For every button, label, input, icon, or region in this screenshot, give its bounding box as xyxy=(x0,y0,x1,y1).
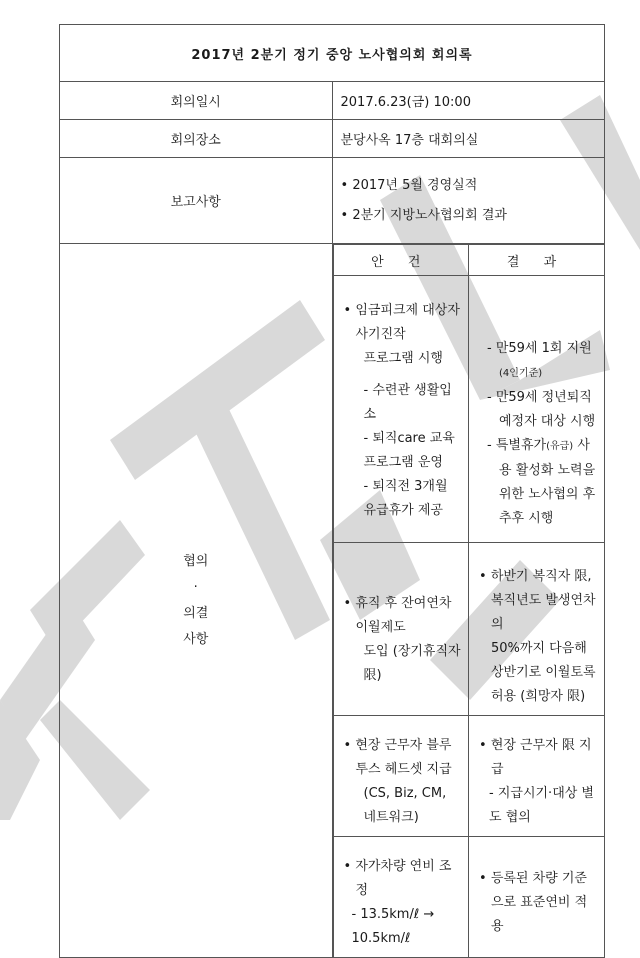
result-text: 사용 활성화 노력을 xyxy=(499,438,596,478)
report-items xyxy=(332,158,605,244)
agenda-sub-item: - 퇴직전 3개월 유급휴가 제공 xyxy=(363,479,448,518)
agenda-line: 도입 (장기휴직자 限) xyxy=(363,644,461,683)
result-note: (유급) xyxy=(546,441,574,452)
agenda-line: - 13.5km/ℓ → 10.5km/ℓ xyxy=(351,907,435,946)
agenda-cell xyxy=(333,837,469,958)
result-line: - 지급시기·대상 별도 협의 xyxy=(489,786,594,825)
report-item: • 2분기 지방노사협의회 결과 xyxy=(341,201,605,231)
date-value: 2017.6.23(금) 10:00 xyxy=(332,82,605,120)
agenda-sub-item: - 퇴직care 교육 프로그램 운영 xyxy=(363,431,455,470)
result-text: - 특별휴가 xyxy=(487,438,547,453)
agenda-sub-item: - 수련관 생활입소 xyxy=(363,383,452,422)
spacer xyxy=(340,371,463,379)
result-line: • 하반기 복직자 限, 복직년도 발생연차의 xyxy=(475,565,598,637)
result-line: 50%까지 다음해 상반기로 이월토록 xyxy=(491,641,596,680)
agenda-line: • 휴직 후 잔여연차 이월제도 xyxy=(340,592,463,640)
table-row xyxy=(333,837,604,958)
result-line: • 현장 근무자 限 지급 xyxy=(475,734,598,782)
document-title: 2017년 2분기 정기 중앙 노사협의회 회의록 xyxy=(60,25,605,82)
agenda-cell xyxy=(333,543,469,716)
result-line: - 만59세 정년퇴직예정자 대상 시행 xyxy=(487,390,596,429)
agenda-label-line: · xyxy=(193,579,198,595)
agenda-cell xyxy=(333,276,469,543)
agenda-line: • 임금피크제 대상자 사기진작 xyxy=(340,299,463,347)
agenda-line: • 자가차량 연비 조정 xyxy=(340,855,463,903)
result-line: 허용 (희망자 限) xyxy=(491,689,586,704)
result-note: (4인기준) xyxy=(499,368,543,379)
table-row xyxy=(333,716,604,837)
agenda-column-header: 안 건 xyxy=(333,245,469,276)
result-line xyxy=(475,337,598,386)
result-text: - 만59세 1회 지원 xyxy=(487,341,592,356)
minutes-document xyxy=(59,24,605,946)
result-line xyxy=(475,434,598,483)
agenda-table xyxy=(333,244,605,957)
agenda-label-line: 사항 xyxy=(183,631,209,647)
report-item: • 2017년 5월 경영실적 xyxy=(341,171,605,201)
agenda-section xyxy=(332,244,605,958)
table-row xyxy=(333,276,604,543)
result-cell xyxy=(469,276,605,543)
result-cell xyxy=(469,716,605,837)
place-value: 분당사옥 17층 대회의실 xyxy=(332,120,605,158)
report-label: 보고사항 xyxy=(60,158,333,244)
minutes-table xyxy=(59,24,605,958)
place-label: 회의장소 xyxy=(60,120,333,158)
agenda-line: (CS, Biz, CM, 네트워크) xyxy=(363,786,447,825)
agenda-label xyxy=(60,244,333,958)
table-row xyxy=(333,543,604,716)
result-column-header: 결 과 xyxy=(469,245,605,276)
agenda-line: • 현장 근무자 블루투스 헤드셋 지급 xyxy=(340,734,463,782)
result-line: • 등록된 차량 기준으로 표준연비 적용 xyxy=(475,867,598,939)
result-line: 위한 노사협의 후 추후 시행 xyxy=(499,487,596,526)
result-cell xyxy=(469,837,605,958)
result-cell xyxy=(469,543,605,716)
agenda-line: 프로그램 시행 xyxy=(363,351,443,366)
date-label: 회의일시 xyxy=(60,82,333,120)
agenda-cell xyxy=(333,716,469,837)
agenda-label-line: 협의 xyxy=(183,553,209,569)
agenda-label-line: 의결 xyxy=(183,605,209,621)
